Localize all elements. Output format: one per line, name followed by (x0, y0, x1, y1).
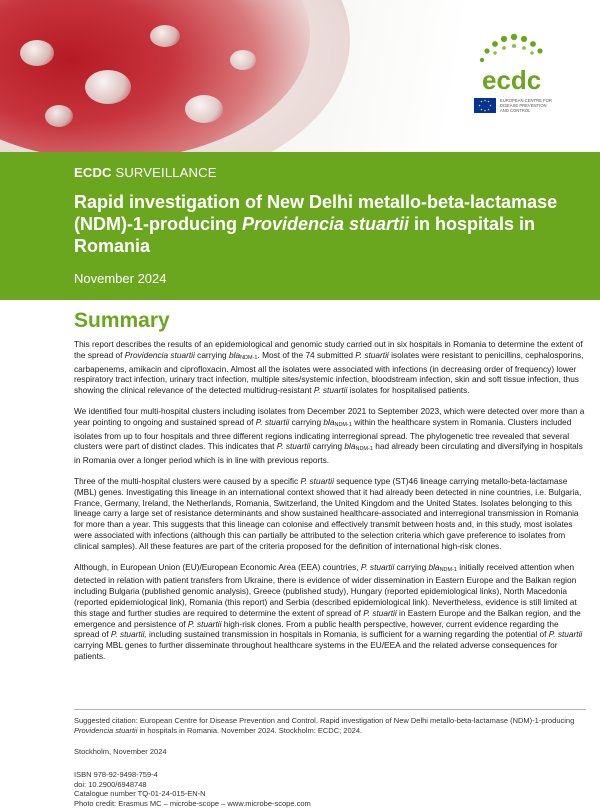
subscript-text: NDM-1 (240, 354, 258, 361)
text-run: carrying (289, 416, 324, 427)
text-run: Suggested citation: European Centre for Disease Prevention and Control. Rapid investigation of New Delhi metallo-beta-lactamase (NDM)-1-producing (74, 716, 575, 725)
text-run: in hospitals in Romania. November 2024. Stockholm: ECDC; 2024. (137, 726, 363, 735)
summary-heading: Summary (74, 309, 170, 332)
isbn: ISBN 978-92-9498-759-4 (74, 770, 158, 779)
italic-text: Providencia stuartii (74, 726, 138, 735)
colony-4 (185, 95, 223, 123)
text-run: This report describes the results of an epidemiological and genomic study carried out in six hospitals in Romania to determine the extent of the spread of (74, 339, 583, 360)
italic-text: P. stuartii (355, 349, 389, 360)
text-run: high-risk clones. From a public health perspective, however, current evidence regarding the spread of (74, 618, 559, 640)
text-run: Three of the multi-hospital clusters were caused by a specific (74, 475, 301, 486)
text-run: Although, in European Union (EU)/European Economic Area (EEA) countries, (74, 561, 361, 572)
doi: doi: 10.2900/6948748 (74, 779, 147, 789)
italic-text: bla (228, 349, 241, 360)
italic-text: P. stuartii (363, 607, 397, 618)
colony-6 (45, 105, 73, 127)
series-name: SURVEILLANCE (115, 165, 217, 180)
italic-text: P. stuartii (187, 618, 222, 629)
italic-text: P. stuartii, (110, 629, 147, 640)
text-run: . Most of the 74 submitted (257, 349, 356, 360)
logo-tagline-2: DISEASE PREVENTION (500, 103, 547, 108)
ecdc-logo (470, 30, 595, 125)
logo-wordmark: ecdc (482, 65, 542, 95)
text-run: had already been circulating and diversifying in hospitals in Romania over a longer period which is in line with previous reports. (74, 441, 583, 466)
catalogue-number: Catalogue number TQ-01-24-015-EN-N (74, 789, 206, 799)
text-run: carrying (194, 349, 229, 360)
logo-dot-arc (480, 34, 543, 62)
title-text-2: in hospitals in Romania (74, 214, 536, 256)
suggested-citation (74, 716, 586, 736)
cover-photo (0, 0, 600, 160)
colony-1 (20, 40, 54, 66)
logo-tagline-3: AND CONTROL (500, 108, 531, 113)
summary-paragraph (74, 476, 586, 552)
photo-credit: Photo credit: Erasmus MC – microbe-scope – www.microbe-scope.com (74, 798, 311, 808)
italic-text: P. stuartii (360, 561, 395, 572)
text-run: carrying MBL genes to further disseminate throughout healthcare systems in the EU/EEA and the related adverse consequences for patients. (74, 640, 558, 661)
text-run: carrying (394, 561, 429, 572)
text-run: initially received attention when detected in relation with patient transfers from Ukraine, there is evidence of wider dissemination in Eastern Europe and the Balkan region including Bulgaria (published genomic analysis), Greece (published study), Hungary (reported epidemiological links), North Macedonia (reported epidemiological link), Romania (this report) and Serbia (described epidemiological link). Nevertheless, evidence is still limited at this stage and further studies are required to determine the extent of spread of (74, 561, 577, 618)
italic-text: bla (428, 561, 440, 572)
colony-2 (85, 70, 131, 104)
italic-text: Providencia stuartii (124, 349, 195, 360)
footer-divider (74, 709, 586, 710)
summary-paragraph (74, 406, 586, 466)
subscript-text: NDM-1 (355, 446, 373, 453)
italic-text: bla (344, 441, 356, 452)
text-run: sequence type (ST)46 lineage carrying metallo-beta-lactamase (MBL) genes. Investigating this lineage in an international context showed that it had already been detected in nine countries, i.e. Bulgaria, France, Germany, Ireland, the Netherlands, Romania, Switzerland, the United Kingdom and the United States. Isolates belonging to this lineage carry a large set of resistance determinants and show sustained healthcare-associated and interregional transmission in Romania for more than a year. This suggests that this lineage can colonise and effectively transmit between hosts and, in this study, most isolates were associated with infections (although this can partially be attributed to the selection criteria which gave preference to isolates from clinical samples). All these features are part of the criteria proposed for the definition of international high-risk clones. (74, 475, 582, 551)
series-org: ECDC (74, 165, 112, 180)
italic-text: bla (323, 416, 335, 427)
italic-text: P. stuartii (276, 441, 311, 452)
svg-text:EUROPEAN CENTRE FOR DISE (500, 98, 553, 113)
italic-text: P. stuartii (300, 475, 334, 486)
text-run: including sustained transmission in hospitals in Romania, is sufficient for a warning regarding the potential of (146, 629, 549, 640)
text-run: isolates were resistant to penicillins, cephalosporins, carbapenems, amikacin and ciprofloxacin. Almost all the isolates were associated with infections (in decreasing order of frequency) lower respiratory tract infection, urinary tract infection, multiple sites/systemic infection, bloodstream infection, skin and soft tissue infection, thus showing the clinical relevance of the detected multidrug-resistant (74, 349, 584, 396)
title-text-1: Rapid investigation of New Delhi metallo-beta-lactamase (NDM)-1-producing (74, 192, 558, 234)
summary-body (74, 339, 586, 672)
italic-text: P. stuartii (548, 629, 583, 640)
title-species: Providencia stuartii (241, 214, 410, 234)
text-run: isolates for hospitalised patients. (347, 385, 470, 396)
italic-text: P. stuartii (255, 416, 290, 427)
publication-metadata (74, 770, 311, 808)
italic-text: P. stuartii (313, 385, 348, 396)
subscript-text: NDM-1 (439, 566, 457, 573)
text-run: in Eastern Europe and the Balkan region, and the emergence and persistence of (74, 607, 581, 629)
series-label (74, 165, 217, 180)
text-run: carrying (310, 441, 345, 452)
summary-paragraph (74, 339, 586, 396)
report-title (74, 191, 574, 257)
text-run: We identified four multi-hospital clusters including isolates from December 2021 to September 2023, which were detected over more than a year pointing to ongoing and sustained spread of (74, 405, 585, 427)
subscript-text: NDM-1 (334, 421, 352, 428)
logo-tagline-1: EUROPEAN CENTRE FOR (500, 98, 552, 103)
colony-5 (230, 50, 256, 70)
place-date: Stockholm, November 2024 (74, 747, 167, 756)
text-run: within the healthcare system in Romania. Clusters included isolates from up to four hospitals and three different regions indicating interregional spread. The phylogenetic tree revealed that several clusters were part of distinct clades. This indicates that (74, 416, 572, 452)
summary-paragraph (74, 562, 586, 662)
colony-3 (150, 25, 180, 47)
report-date: November 2024 (74, 271, 167, 286)
